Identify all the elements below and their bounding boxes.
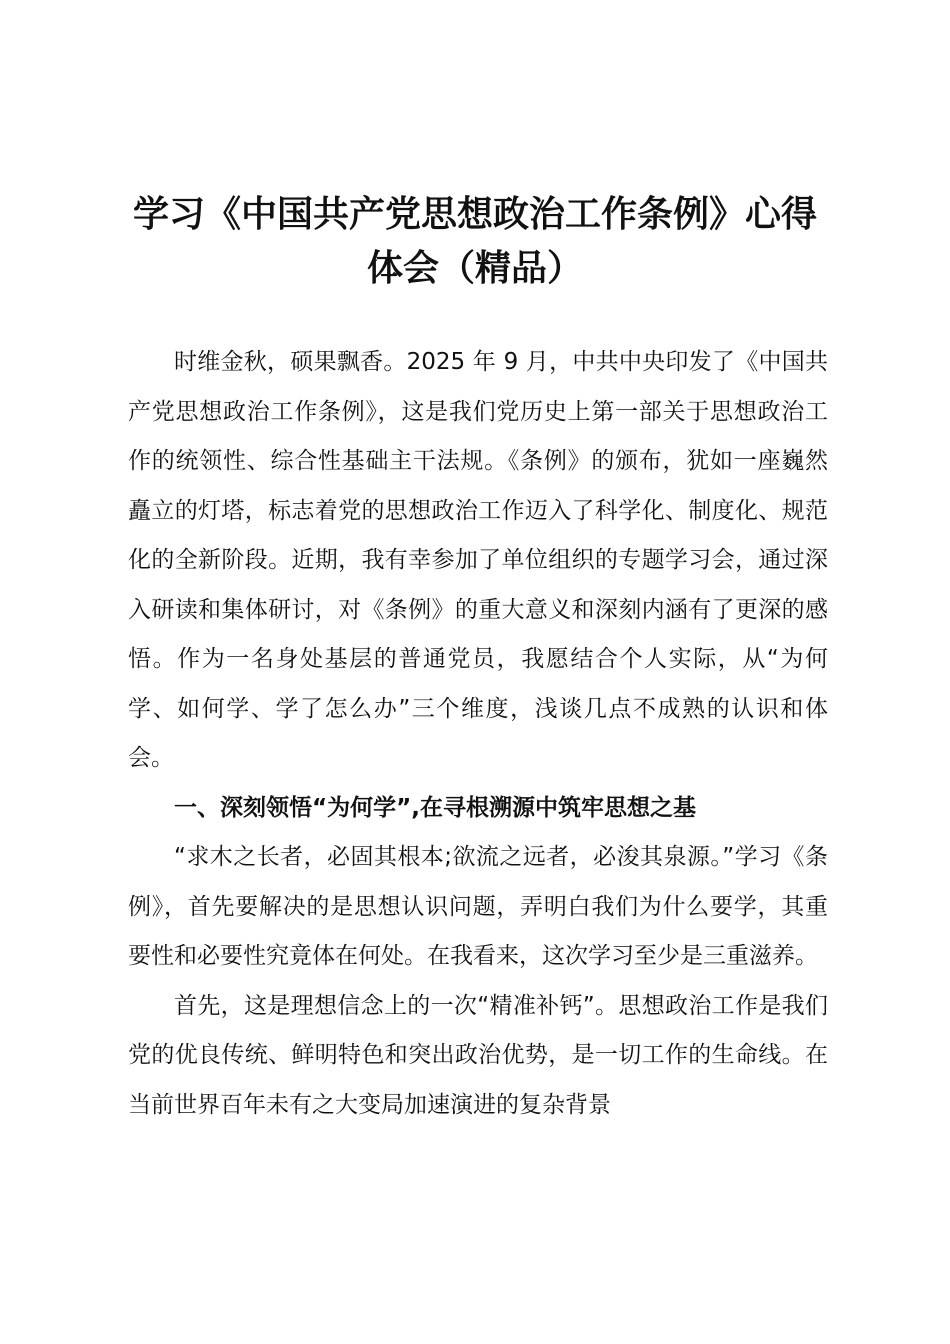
body-paragraph: 首先，这是理想信念上的一次“精准补钙”。思想政治工作是我们党的优良传统、鲜明特色和突出政治优势，是一切工作的生命线。在当前世界百年未有之大变局加速演进的复杂背景 [128, 992, 828, 1118]
title-line-2: 体会（精品） [366, 248, 583, 289]
section-heading: 一、深刻领悟“为何学”,在寻根溯源中筑牢思想之基 [174, 794, 696, 821]
intro-paragraph: 时维金秋，硕果飘香。2025 年 9 月，中共中央印发了《中国共产党思想政治工作条例》，这是我们党历史上第一部关于思想政治工作的统领性、综合性基础主干法规。《条例》的颁布，犹如一座巍然矗立的灯塔，标志着党的思想政治工作迈入了科学化、制度化、规范化的全新阶段。近期，我有幸参加了单位组织的专题学习会，通过深入研读和集体研讨，对《条例》的重大意义和深刻内涵有了更深的感悟。作为一名身处基层的普通党员，我愿结合个人实际，从“为何学、如何学、学了怎么办”三个维度，浅谈几点不成熟的认识和体会。 [128, 349, 828, 771]
document-title [100, 188, 850, 296]
body-paragraph: “求木之长者，必固其根本;欲流之远者，必浚其泉源。”学习《条例》，首先要解决的是思想认识问题，弄明白我们为什么要学，其重要性和必要性究竟体在何处。在我看来，这次学习至少是三重滋养。 [128, 844, 828, 969]
document-body [128, 338, 828, 1130]
title-line-1: 学习《中国共产党思想政治工作条例》心得 [132, 194, 817, 235]
